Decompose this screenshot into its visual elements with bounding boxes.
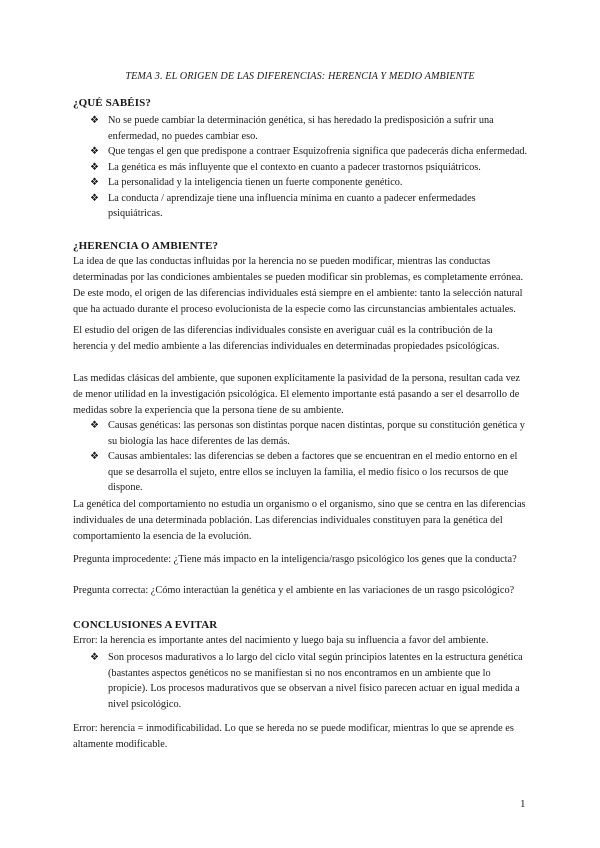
list-item: ❖ La genética es más influyente que el contexto en cuanto a padecer trastornos psiquiátricos.	[90, 160, 528, 176]
paragraph: Las medidas clásicas del ambiente, que suponen explícitamente la pasividad de la persona, resultan cada vez de menor utilidad en la investigación psicológica. El elemento importante está pasando a ser el desarrollo de medidas sobre la experiencia que la persona tiene de su ambiente.	[73, 373, 520, 416]
list-item: ❖ La personalidad y la inteligencia tienen un fuerte componente genético.	[90, 175, 528, 191]
diamond-bullet-icon: ❖	[90, 115, 99, 126]
bullet-list-conclusiones	[90, 650, 528, 712]
bullet-list-que-sabeis	[90, 113, 528, 222]
section-heading-herencia-o-ambiente: ¿HERENCIA O AMBIENTE?	[73, 240, 219, 252]
diamond-bullet-icon: ❖	[90, 451, 99, 462]
diamond-bullet-icon: ❖	[90, 146, 99, 157]
diamond-bullet-icon: ❖	[90, 161, 99, 173]
list-item: ❖ Causas ambientales: las diferencias se deben a factores que se encuentran en el medio entorno en el que se desarrolla el sujeto, entre ellos se incluyen la familia, el medio físico o los recursos de que dispone.	[90, 451, 518, 493]
list-item: ❖ Que tengas el gen que predispone a contraer Esquizofrenia significa que padecerás dicha enfermedad.	[90, 144, 528, 160]
section-heading-conclusiones: CONCLUSIONES A EVITAR	[73, 619, 218, 631]
list-item: ❖ No se puede cambiar la determinación genética, si has heredado la predisposición a sufrir una enfermedad, no puedes cambiar eso.	[90, 115, 494, 142]
diamond-bullet-icon: ❖	[90, 420, 99, 431]
paragraph: La genética del comportamiento no estudia un organismo o el organismo, sino que se centra en las diferencias individuales de una determinada población. Las diferencias individuales constituyen para la genética del comportamiento la esencia de la evolución.	[73, 499, 526, 542]
diamond-bullet-icon: ❖	[90, 652, 99, 663]
list-item: ❖ Son procesos madurativos a lo largo del ciclo vital según principios latentes en la estructura genética (bastantes aspectos genéticos no se manifiestan si no nos encontramos en un ambiente que lo propicie). Los procesos madurativos que se observan a nivel físico parecen actuar en igual medida a nivel psicológico.	[90, 652, 523, 710]
error-statement: Error: la herencia es importante antes del nacimiento y luego baja su influencia a favor del ambiente.	[73, 635, 489, 646]
paragraph: El estudio del origen de las diferencias individuales consiste en averiguar cuál es la contribución de la herencia y del medio ambiente a las diferencias individuales en determinadas propiedades psicológicas.	[73, 325, 500, 352]
question-improcedente: Pregunta improcedente: ¿Tiene más impacto en la inteligencia/rasgo psicológico los genes que la conducta?	[73, 554, 517, 565]
diamond-bullet-icon: ❖	[90, 177, 99, 188]
section-heading-que-sabeis: ¿QUÉ SABÉIS?	[73, 97, 151, 109]
list-item: ❖ Causas genéticas: las personas son distintas porque nacen distintas, porque su constitución genética y su biología las hace diferentes de las demás.	[90, 420, 525, 447]
document-title: TEMA 3. EL ORIGEN DE LAS DIFERENCIAS: HERENCIA Y MEDIO AMBIENTE	[125, 71, 475, 82]
bullet-list-causas	[90, 418, 528, 496]
paragraph: La idea de que las conductas influidas por la herencia no se pueden modificar, mientras las conductas determinadas por las condiciones ambientales se pueden modificar sin problemas, es completamente errónea. De este modo, el origen de las diferencias individuales está siempre en el ambiente: tanto la selección natural que ha actuado durante el proceso evolucionista de la especie como las circunstancias ambientales actuales.	[73, 256, 524, 315]
error-statement: Error: herencia = inmodificabilidad. Lo que se hereda no se puede modificar, mientras lo que se aprende es altamente modificable.	[73, 723, 514, 750]
question-correcta: Pregunta correcta: ¿Cómo interactúan la genética y el ambiente en las variaciones de un rasgo psicológico?	[73, 585, 515, 596]
list-item: ❖ La conducta / aprendizaje tiene una influencia mínima en cuanto a padecer enfermedades psiquiátricas.	[90, 192, 476, 219]
page-number: 1	[520, 798, 526, 810]
diamond-bullet-icon: ❖	[90, 192, 99, 204]
